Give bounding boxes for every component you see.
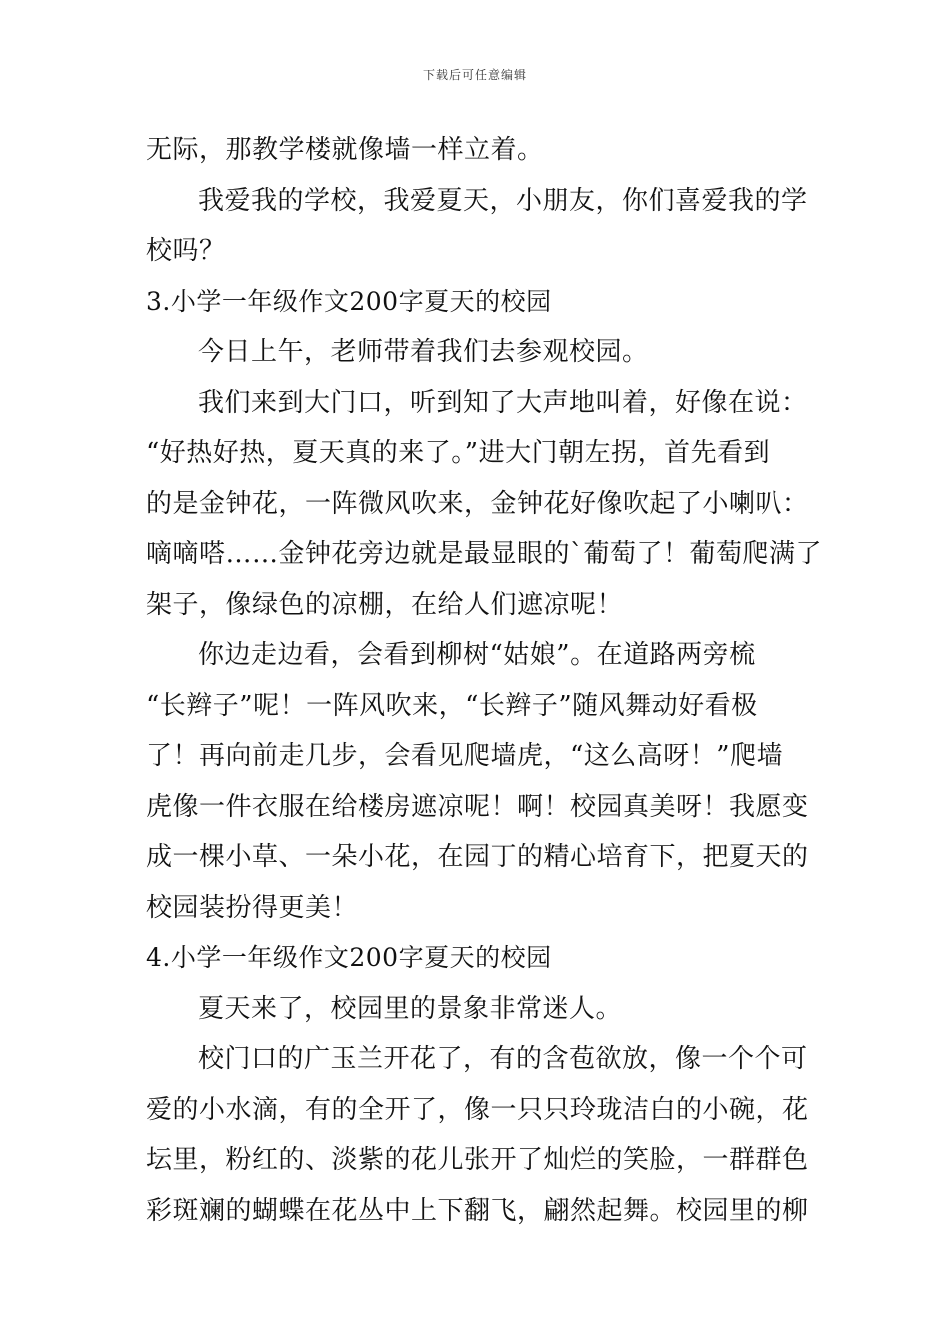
text-line: 无际，那教学楼就像墙一样立着。 xyxy=(146,135,544,165)
text-line: 的是金钟花，一阵微风吹来，金钟花好像吹起了小喇叭： xyxy=(146,488,809,519)
text-line: 了！再向前走几步，会看见爬墙虎，“这么高呀！”爬墙 xyxy=(146,741,784,771)
text-line: 我爱我的学校，我爱夏天，小朋友，你们喜爱我的学 xyxy=(198,185,808,216)
text-line: 夏天来了，校园里的景象非常迷人。 xyxy=(198,993,623,1024)
text-line: 你边走边看，会看到柳树“姑娘”。在道路两旁梳 xyxy=(198,640,756,670)
text-line: 架子，像绿色的凉棚，在给人们遮凉呢！ xyxy=(146,589,624,620)
text-line: “好热好热，夏天真的来了。”进大门朝左拐，首先看到 xyxy=(146,438,771,468)
text-line: 彩斑斓的蝴蝶在花丛中上下翻飞，翩然起舞。校园里的柳 xyxy=(146,1195,809,1226)
document-body xyxy=(146,125,823,1236)
section-heading-4: 4.小学一年级作文200字夏天的校园 xyxy=(146,943,552,972)
text-line: 坛里，粉红的、淡紫的花儿张开了灿烂的笑脸，一群群色 xyxy=(146,1145,809,1175)
text-line: 成一棵小草、一朵小花，在园丁的精心培育下，把夏天的 xyxy=(146,842,809,872)
text-line: 校园装扮得更美！ xyxy=(146,892,359,923)
section-heading-3: 3.小学一年级作文200字夏天的校园 xyxy=(146,286,552,316)
text-line: 我们来到大门口，听到知了大声地叫着，好像在说： xyxy=(198,387,808,418)
text-line: “长辫子”呢！一阵风吹来，“长辫子”随风舞动好看极 xyxy=(146,690,758,721)
text-line: 嘀嘀嗒……金钟花旁边就是最显眼的`葡萄了！葡萄爬满了 xyxy=(146,539,823,569)
text-line: 今日上午，老师带着我们去参观校园。 xyxy=(198,337,649,367)
text-line: 校门口的广玉兰开花了，有的含苞欲放，像一个个可 xyxy=(198,1044,808,1074)
text-line: 虎像一件衣服在给楼房遮凉呢！啊！校园真美呀！我愿变 xyxy=(146,791,809,822)
text-line: 校吗？ xyxy=(146,236,226,266)
header-note: 下载后可任意编辑 xyxy=(422,68,527,82)
text-line: 爱的小水滴，有的全开了，像一只只玲珑洁白的小碗，花 xyxy=(146,1094,809,1125)
